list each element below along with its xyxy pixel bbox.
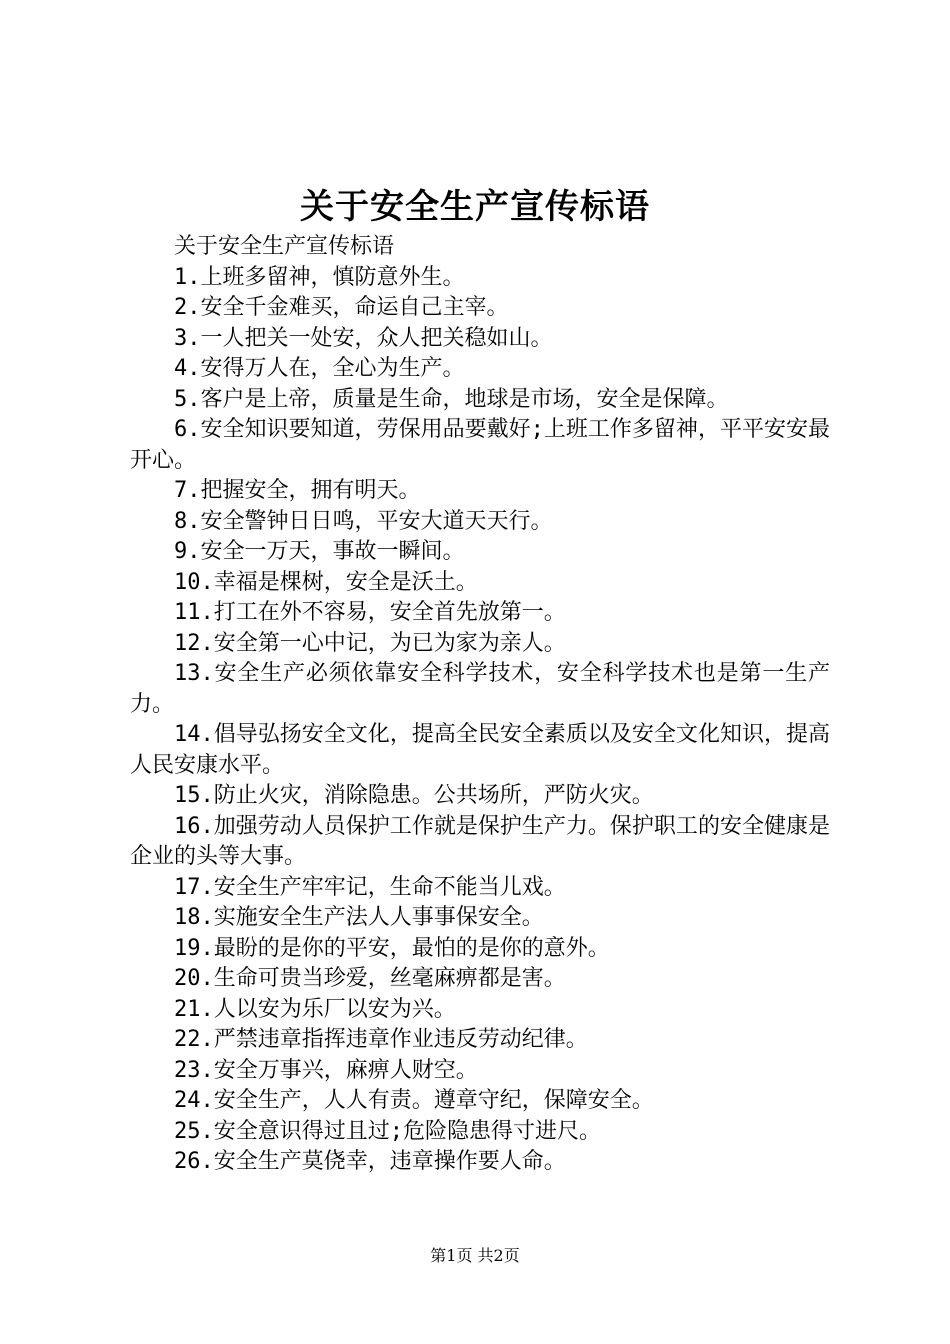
slogan-item: 17.安全生产牢牢记，生命不能当儿戏。 [174,874,566,900]
slogan-item: 8.安全警钟日日鸣，平安大道天天行。 [174,508,553,534]
slogan-item: 22.严禁违章指挥违章作业违反劳动纪律。 [174,1027,588,1052]
slogan-item: 7.把握安全，拥有明天。 [174,478,421,503]
slogan-item: 16.加强劳动人员保护工作就是保护生产力。保护职工的安全健康是企业的头等大事。 [130,813,830,869]
slogan-item: 12.安全第一心中记，为已为家为亲人。 [174,630,566,656]
slogan-item: 14.倡导弘扬安全文化，提高全民安全素质以及安全文化知识，提高人民安康水平。 [130,722,830,778]
slogan-item: 5.客户是上帝，质量是生命，地球是市场，安全是保障。 [174,386,729,412]
slogan-item: 4.安得万人在，全心为生产。 [174,356,465,381]
slogan-item: 21.人以安为乐厂以安为兴。 [174,996,456,1022]
document-body [130,232,830,1178]
slogan-item: 6.安全知识要知道，劳保用品要戴好;上班工作多留神，平平安安最开心。 [130,417,830,473]
page-number-footer: 第1页 共2页 [430,1246,520,1265]
slogan-item: 24.安全生产，人人有责。遵章守纪，保障安全。 [174,1088,654,1113]
page-title: 关于安全生产宣传标语 [300,187,650,227]
slogan-item: 1.上班多留神，慎防意外生。 [174,264,465,290]
slogan-item: 15.防止火灾，消除隐患。公共场所，严防火灾。 [174,783,654,808]
slogan-item: 19.最盼的是你的平安，最怕的是你的意外。 [174,935,610,961]
slogan-item: 2.安全千金难买，命运自己主宰。 [174,295,509,320]
slogan-item: 23.安全万事兴，麻痹人财空。 [174,1057,478,1083]
slogan-item: 25.安全意识得过且过;危险隐患得寸进尺。 [174,1118,601,1144]
slogan-item: 10.幸福是棵树，安全是沃土。 [174,569,478,595]
slogan-item: 18.实施安全生产法人人事事保安全。 [174,905,544,930]
paragraph-intro: 关于安全生产宣传标语 [174,234,395,259]
slogan-item: 13.安全生产必须依靠安全科学技术，安全科学技术也是第一生产力。 [130,661,830,717]
slogan-item: 11.打工在外不容易，安全首先放第一。 [174,600,566,625]
slogan-item: 3.一人把关一处安，众人把关稳如山。 [174,325,553,351]
slogan-item: 20.生命可贵当珍爱，丝毫麻痹都是害。 [174,966,566,991]
slogan-item: 9.安全一万天，事故一瞬间。 [174,539,465,564]
slogan-item: 26.安全生产莫侥幸，违章操作要人命。 [174,1149,566,1174]
